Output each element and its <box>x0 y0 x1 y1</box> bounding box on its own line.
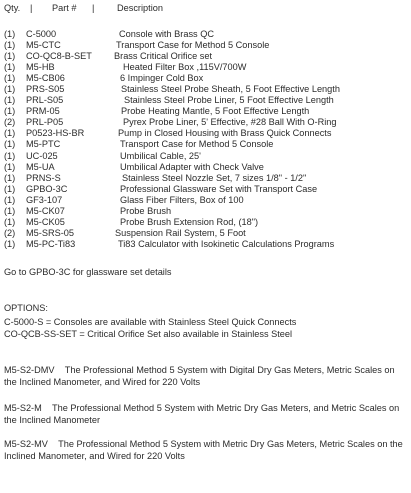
row-description: Transport Case for Method 5 Console <box>120 139 274 150</box>
row-description: Stainless Steel Probe Sheath, 5 Foot Effective Length <box>121 84 340 95</box>
row-description: 6 Impinger Cold Box <box>120 73 204 84</box>
table-row <box>4 106 407 117</box>
row-description: Pyrex Probe Liner, 5' Effective, #28 Ball With O-Ring <box>123 117 337 128</box>
row-part-number: PRL-P05 <box>26 117 64 128</box>
row-qty: (1) <box>4 194 16 205</box>
row-part-number: P0523-HS-BR <box>26 128 85 139</box>
system-description <box>4 364 407 388</box>
row-part-number: M5-CB06 <box>26 73 65 84</box>
row-part-number[interactable]: GPBO-3C <box>26 183 68 194</box>
row-qty: (1) <box>4 95 16 106</box>
table-row <box>4 184 407 195</box>
table-row <box>4 173 407 184</box>
row-part-number: CO-QC8-B-SET <box>26 51 92 62</box>
header-part: Part # <box>52 3 77 13</box>
table-row <box>4 151 407 162</box>
row-part-number: PRM-05 <box>26 106 60 117</box>
system-description <box>4 438 407 462</box>
row-part-number: PRNS-S <box>26 172 61 183</box>
table-row <box>4 139 407 150</box>
row-qty: (1) <box>4 29 16 39</box>
row-description: Stainless Steel Nozzle Set, 7 sizes 1/8" - 1/2" <box>122 172 307 183</box>
table-row <box>4 62 407 73</box>
options-heading: OPTIONS: <box>4 303 48 313</box>
table-row <box>4 73 407 84</box>
row-qty: (1) <box>4 84 16 95</box>
table-row <box>4 239 407 250</box>
system-code: M5-S2-MV <box>4 439 48 449</box>
row-qty: (1) <box>4 73 16 84</box>
row-qty: (2) <box>4 227 16 238</box>
row-part-number: M5-CK05 <box>26 216 65 227</box>
row-part-number: UC-025 <box>26 150 58 161</box>
option-line: C-5000-S = Consoles are available with Stainless Steel Quick Connects <box>4 317 297 327</box>
table-header <box>4 3 407 14</box>
table-row <box>4 206 407 217</box>
option-line: CO-QCB-SS-SET = Critical Orifice Set also available in Stainless Steel <box>4 329 293 339</box>
row-part-number: M5-PC-Ti83 <box>26 238 76 249</box>
row-description: Suspension Rail System, 5 Foot <box>115 227 246 238</box>
row-part-number: M5-CK07 <box>26 205 65 216</box>
parts-list <box>4 29 407 250</box>
table-row <box>4 195 407 206</box>
table-row <box>4 29 407 40</box>
table-row <box>4 217 407 228</box>
row-description: Console with Brass QC <box>119 29 214 39</box>
row-description: Transport Case for Method 5 Console <box>116 40 270 51</box>
row-description: Stainless Steel Probe Liner, 5 Foot Effective Length <box>124 95 334 106</box>
row-part-number: M5-PTC <box>26 139 61 150</box>
row-part-number: M5-HB <box>26 62 55 73</box>
row-part-number: M5-CTC <box>26 40 61 51</box>
system-text: The Professional Method 5 System with Digital Dry Gas Meters, Metric Scales on the Inclined Manometer, and Wired for 220 Volts <box>4 365 395 387</box>
row-part-number: PRS-S05 <box>26 84 65 95</box>
row-part-number: GF3-107 <box>26 194 63 205</box>
row-description: Probe Brush Extension Rod, (18") <box>120 216 259 227</box>
table-row <box>4 84 407 95</box>
row-description: Brass Critical Orifice set <box>114 51 213 62</box>
header-description: Description <box>117 3 163 13</box>
table-row <box>4 128 407 139</box>
system-text: The Professional Method 5 System with Metric Dry Gas Meters, and Metric Scales on the Inclined Manometer <box>4 403 400 425</box>
row-description: Glass Fiber Filters, Box of 100 <box>120 194 244 205</box>
header-separator: | <box>92 3 95 13</box>
row-qty: (1) <box>4 161 16 172</box>
row-part-number: PRL-S05 <box>26 95 64 106</box>
row-description: Umbilical Cable, 25' <box>120 150 201 161</box>
row-qty: (1) <box>4 128 16 139</box>
row-description: Heated Filter Box ,115V/700W <box>123 62 247 73</box>
table-row <box>4 228 407 239</box>
options-section <box>4 302 407 340</box>
row-description: Probe Heating Mantle, 5 Foot Effective Length <box>121 106 310 117</box>
system-code: M5-S2-M <box>4 403 42 413</box>
row-qty: (1) <box>4 216 16 227</box>
system-text: The Professional Method 5 System with Metric Dry Gas Meters, Metric Scales on the Inclined Manometer, and Wired for 220 Volts <box>4 439 403 461</box>
row-description: Ti83 Calculator with Isokinetic Calculations Programs <box>118 238 335 249</box>
row-description: Umbilical Adapter with Check Valve <box>120 161 264 172</box>
row-qty: (2) <box>4 117 16 128</box>
row-part-number: M5-UA <box>26 161 55 172</box>
row-qty: (1) <box>4 40 16 51</box>
glassware-note-text: Go to GPBO-3C for glassware set details <box>4 267 172 277</box>
system-description <box>4 402 407 426</box>
row-qty: (1) <box>4 238 16 249</box>
row-part-number: C-5000 <box>26 29 57 39</box>
row-qty: (1) <box>4 139 16 150</box>
row-description: Probe Brush <box>120 205 172 216</box>
row-qty: (1) <box>4 62 16 73</box>
header-qty: Qty. <box>4 3 21 13</box>
row-description: Professional Glassware Set with Transport Case <box>120 183 318 194</box>
row-qty: (1) <box>4 172 16 183</box>
row-qty: (1) <box>4 106 16 117</box>
table-row <box>4 162 407 173</box>
system-code: M5-S2-DMV <box>4 365 55 375</box>
row-part-number: M5-SRS-05 <box>26 227 74 238</box>
row-qty: (1) <box>4 205 16 216</box>
table-row <box>4 51 407 62</box>
glassware-note <box>4 266 407 278</box>
row-qty: (1) <box>4 183 16 194</box>
table-row <box>4 95 407 106</box>
table-row <box>4 40 407 51</box>
table-row <box>4 117 407 128</box>
row-qty: (1) <box>4 51 16 62</box>
row-qty: (1) <box>4 150 16 161</box>
header-separator: | <box>30 3 33 13</box>
row-description: Pump in Closed Housing with Brass Quick Connects <box>118 128 332 139</box>
